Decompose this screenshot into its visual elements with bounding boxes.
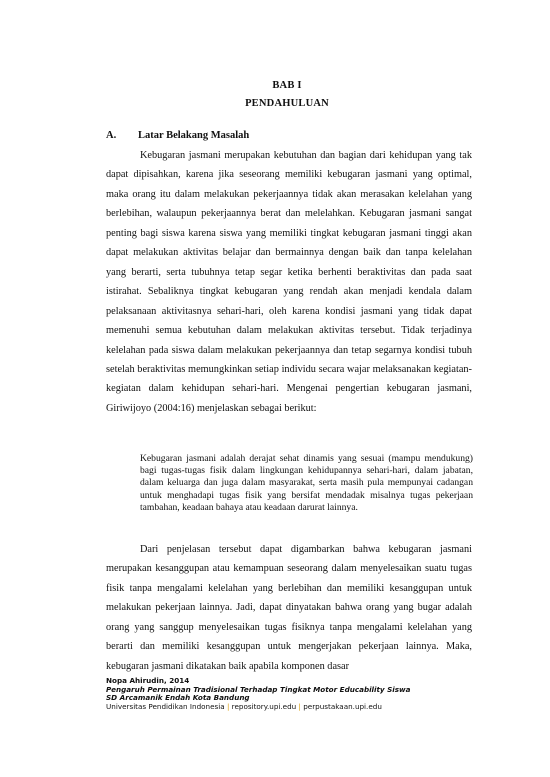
- footer-institution-line: [106, 703, 411, 712]
- chapter-title: PENDAHULUAN: [245, 98, 329, 109]
- page-footer: [106, 677, 411, 711]
- footer-thesis-title-line1: Pengaruh Permainan Tradisional Terhadap Tingkat Motor Educability Siswa: [106, 684, 411, 694]
- footer-separator: |: [226, 701, 230, 711]
- footer-thesis-title-line2: SD Arcamanik Endah Kota Bandung: [106, 693, 250, 703]
- chapter-label: BAB I: [272, 80, 302, 91]
- paragraph-text: Dari penjelasan tersebut dapat digambarkan bahwa kebugaran jasmani merupakan kesanggupan atau kemampuan seseorang dalam menyelesaikan suatu tugas fisik tanpa mengalami kelelahan yang berlebihan dan memiliki kesanggupan untuk melakukan pekerjaan lainnya. Jadi, dapat dinyatakan bahwa orang yang bugar adalah orang yang sanggup menyelesaikan tugas fisiknya tanpa mengalami kelelahan yang berarti dan memiliki kesanggupan untuk mengerjakan pekerjaan lainnya. Maka, kebugaran jasmani dikatakan baik apabila komponen dasar: [106, 544, 472, 672]
- footer-library-link[interactable]: perpustakaan.upi.edu: [303, 701, 382, 711]
- footer-repository-link[interactable]: repository.upi.edu: [231, 701, 297, 711]
- body-paragraph-1: [106, 146, 472, 418]
- paragraph-text: Kebugaran jasmani merupakan kebutuhan dan bagian dari kehidupan yang tak dapat dipisahkan, karena jika seseorang memiliki kebugaran jasmani yang optimal, maka orang itu dalam melakukan pekerjaannya tidak akan merasakan kelelahan yang berlebihan, walaupun pekerjaannya berat dan melelahkan. Kebugaran jasmani sangat penting bagi siswa karena siswa yang memiliki tingkat kebugaran jasmani tinggi akan dapat melakukan aktivitas belajar dan bermainnya dengan baik dan tanpa kelelahan yang berarti, serta tubuhnya tetap segar ketika berhenti beraktivitas dan pada saat istirahat. Sebaliknya tingkat kebugaran yang rendah akan menjadi kendala dalam pelaksanaan aktivitasnya sehari-hari, oleh karena kondisi jasmani yang tidak dapat memenuhi semua kebutuhan dalam melakukan aktivitas tersebut. Tidak terjadinya kelelahan pada siswa dalam melakukan pekerjaannya dan tetap segarnya kondisi tubuh setelah beraktivitas memungkinkan setiap individu secara wajar melaksanakan kegiatan-kegiatan dalam kehidupan sehari-hari. Mengenai pengertian kebugaran jasmani, Giriwijoyo (2004:16) menjelaskan sebagai berikut:: [106, 150, 472, 414]
- block-quote: Kebugaran jasmani adalah derajat sehat dinamis yang sesuai (mampu mendukung) bagi tugas-tugas fisik dalam lingkungan kehidupannya sehari-hari, dalam jabatan, dalam keluarga dan juga dalam masyarakat, serta masih pula mempunyai cadangan untuk menghadapi tugas fisik yang bersifat mendadak misalnya tugas pekerjaan tambahan, keadaan bahaya atau keadaan darurat lainnya.: [140, 453, 473, 513]
- body-paragraph-2: [106, 540, 472, 676]
- section-title: Latar Belakang Masalah: [138, 130, 250, 141]
- footer-university: Universitas Pendidikan Indonesia: [106, 701, 225, 711]
- footer-separator: |: [298, 701, 301, 711]
- section-heading: [106, 130, 249, 141]
- footer-author: Nopa Ahirudin, 2014: [106, 676, 190, 685]
- section-number: A.: [106, 130, 117, 141]
